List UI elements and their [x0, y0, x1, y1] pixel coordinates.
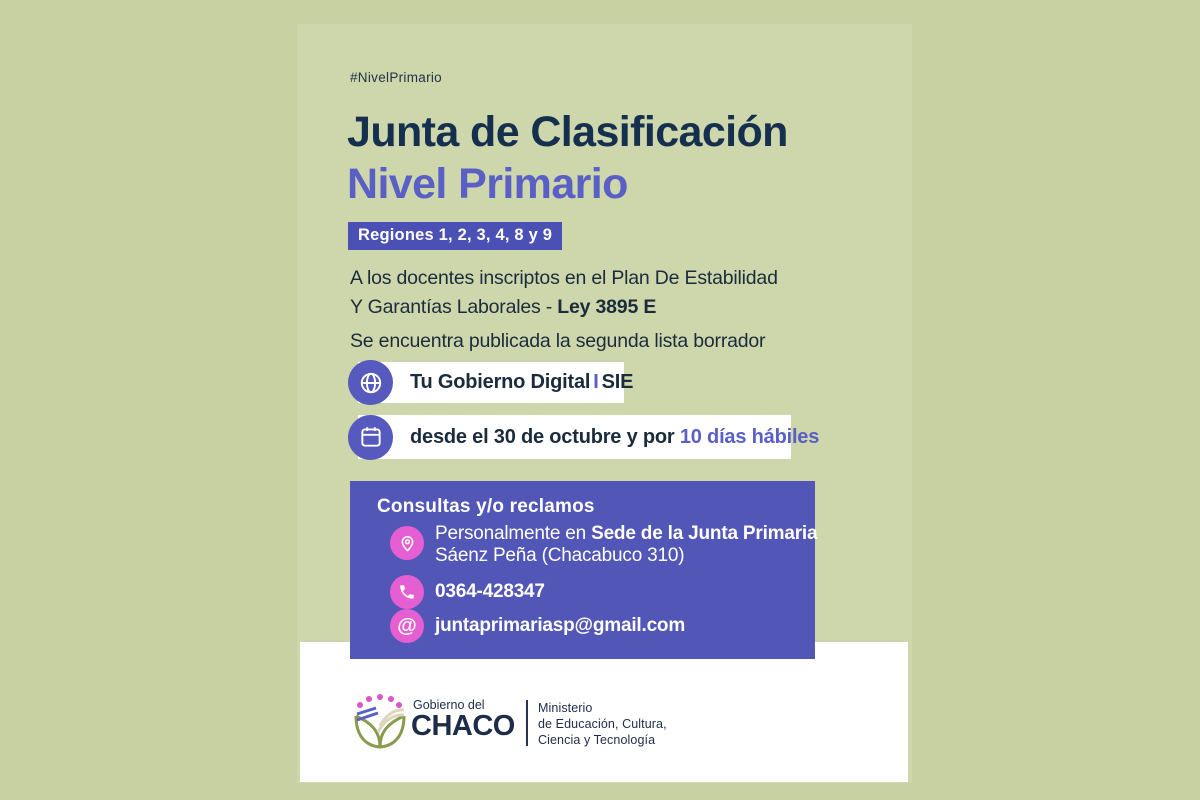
chaco-label: CHACO [411, 710, 515, 742]
audience-text [350, 264, 778, 322]
page-title [347, 106, 788, 210]
date-pill-label: desde el 30 de octubre y por 10 días hábiles [410, 425, 820, 448]
title-line-2: Nivel Primario [347, 160, 628, 208]
location-icon [390, 526, 424, 560]
calendar-icon [348, 415, 393, 460]
email-icon: @ [390, 609, 424, 643]
contact-item-text: 0364-428347 [435, 581, 545, 602]
contact-item-text: juntaprimariasp@gmail.com [435, 615, 686, 636]
law-reference: Ley 3895 E [557, 296, 657, 318]
phone-icon [390, 575, 424, 609]
portal-pill-label: Tu Gobierno Digital I SIE [410, 371, 634, 393]
chaco-flower-logo [346, 686, 418, 763]
ministry-text: Ministerio de Educación, Cultura, Ciencia y Tecnología [538, 701, 667, 747]
footer-bar [300, 642, 908, 782]
audience-line-2: Y Garantías Laborales - Ley 3895 E [350, 296, 657, 318]
footer-divider [526, 700, 528, 746]
audience-line-1: A los docentes inscriptos en el Plan De Estabilidad [350, 267, 778, 289]
contact-heading: Consultas y/o reclamos [377, 496, 595, 517]
date-pill [358, 415, 820, 459]
title-line-1: Junta de Clasificación [347, 108, 788, 156]
status-text: Se encuentra publicada la segunda lista borrador [350, 330, 766, 352]
globe-icon [348, 360, 393, 405]
deadline-highlight: 10 días hábiles [679, 425, 820, 448]
hashtag: #NivelPrimario [350, 70, 442, 85]
gobierno-del-label: Gobierno del [413, 698, 485, 712]
contact-item-text: Personalmente en Sede de la Junta Primaria Sáenz Peña (Chacabuco 310) [435, 523, 818, 566]
portal-pill [358, 362, 634, 403]
regions-badge: Regiones 1, 2, 3, 4, 8 y 9 [348, 222, 562, 250]
contact-box [350, 481, 818, 659]
